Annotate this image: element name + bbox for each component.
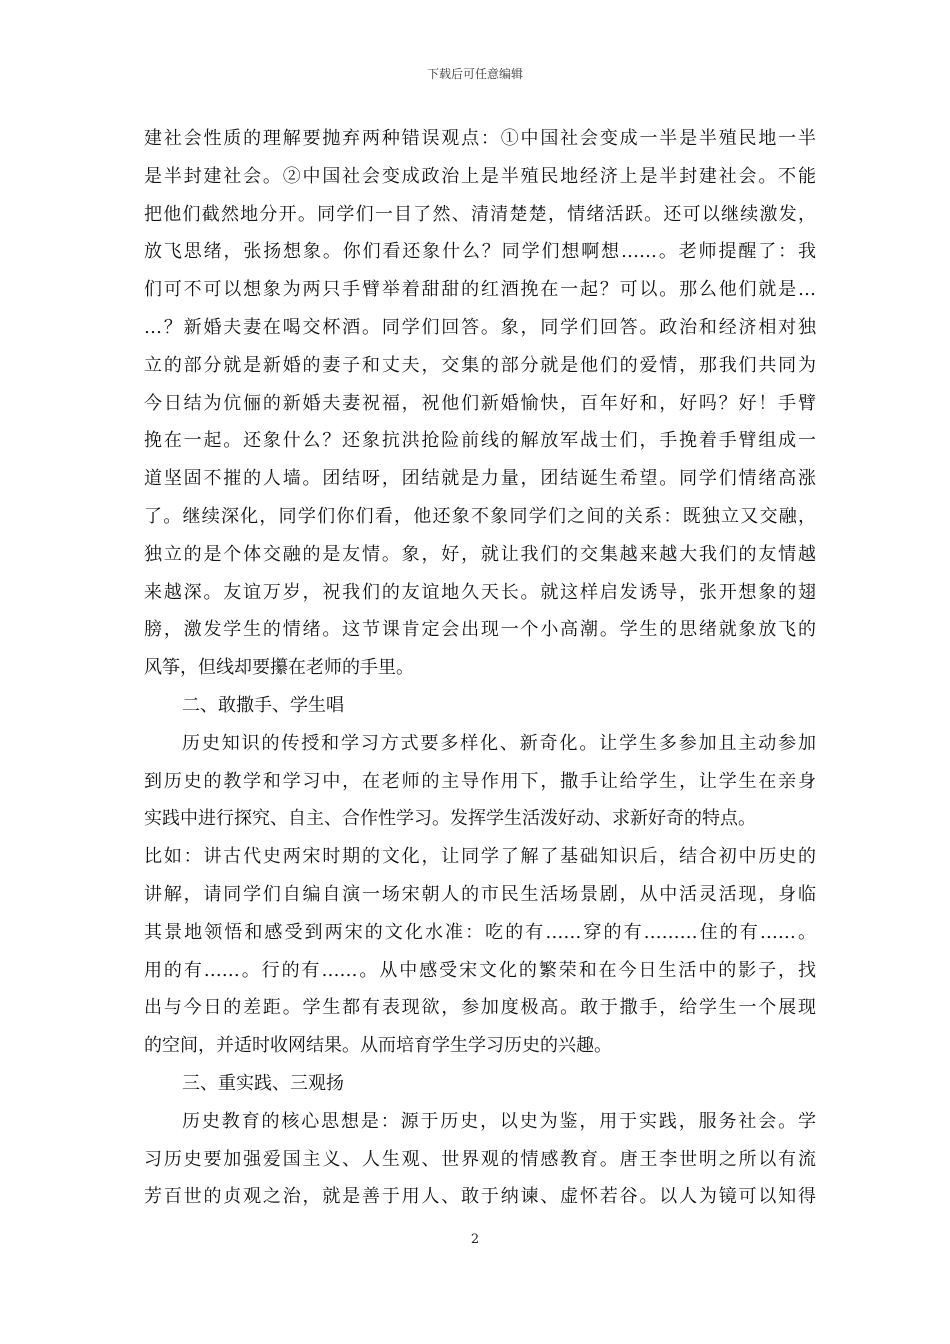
text-line: …？新婚夫妻在喝交杯酒。同学们回答。象，同学们回答。政治和经济相对独 [144,316,816,338]
text-line: 今日结为伉俪的新婚夫妻祝福，祝他们新婚愉快，百年好和，好吗？好！手臂 [144,392,816,414]
text-line: 习历史要加强爱国主义、人生观、世界观的情感教育。唐王李世明之所以有流 [144,1148,816,1170]
text-line: 来越深。友谊万岁，祝我们的友谊地久天长。就这样启发诱导，张开想象的翅 [144,581,816,603]
text-line: 二、敢撒手、学生唱 [182,694,344,716]
text-line: 历史教育的核心思想是：源于历史，以史为鉴，用于实践，服务社会。学 [182,1110,816,1132]
text-line: 到历史的教学和学习中，在老师的主导作用下，撒手让给学生，让学生在亲身 [144,770,816,792]
text-line: 了。继续深化，同学们你们看，他还象不象同学们之间的关系：既独立又交融， [144,505,816,527]
text-line: 们可不可以想象为两只手臂举着甜甜的红酒挽在一起？可以。那么他们就是… [144,279,816,301]
text-line: 是半封建社会。②中国社会变成政治上是半殖民地经济上是半封建社会。不能 [144,165,816,187]
text-line: 芳百世的贞观之治，就是善于用人、敢于纳谏、虚怀若谷。以人为镜可以知得 [144,1186,816,1208]
text-line: 放飞思绪，张扬想象。你们看还象什么？同学们想啊想……。老师提醒了：我 [144,241,816,263]
text-line: 实践中进行探究、自主、合作性学习。发挥学生活泼好动、求新好奇的特点。 [144,808,756,830]
text-line: 历史知识的传授和学习方式要多样化、新奇化。让学生多参加且主动参加 [182,732,816,754]
text-line: 讲解，请同学们自编自演一场宋朝人的市民生活场景剧，从中活灵活现，身临 [144,883,816,905]
text-line: 其景地领悟和感受到两宋的文化水准：吃的有……穿的有………住的有……。 [144,921,816,943]
text-line: 建社会性质的理解要抛弃两种错误观点：①中国社会变成一半是半殖民地一半 [144,128,816,149]
page-header: 下载后可任意编辑 [426,67,523,81]
page-number: 2 [470,1232,480,1247]
text-line: 道坚固不摧的人墙。团结呀，团结就是力量，团结诞生希望。同学们情绪高涨 [144,468,816,490]
text-line: 独立的是个体交融的是友情。象，好，就让我们的交集越来越大我们的友情越 [144,543,816,565]
text-line: 挽在一起。还象什么？还象抗洪抢险前线的解放军战士们，手挽着手臂组成一 [144,430,816,452]
body-text [144,120,816,1216]
text-line: 风筝，但线却要攥在老师的手里。 [144,657,414,679]
text-line: 三、重实践、三观扬 [182,1072,344,1094]
text-line: 立的部分就是新婚的妻子和丈夫，交集的部分就是他们的爱情，那我们共同为 [144,354,816,376]
text-line: 比如：讲古代史两宋时期的文化，让同学了解了基础知识后，结合初中历史的 [144,846,816,868]
text-line: 的空间，并适时收网结果。从而培育学生学习历史的兴趣。 [144,1035,612,1057]
text-line: 出与今日的差距。学生都有表现欲，参加度极高。敢于撒手，给学生一个展现 [144,997,816,1019]
text-line: 膀，激发学生的情绪。这节课肯定会出现一个小高潮。学生的思绪就象放飞的 [144,619,816,641]
text-line: 把他们截然地分开。同学们一目了然、清清楚楚，情绪活跃。还可以继续激发， [144,203,816,225]
text-line: 用的有……。行的有……。从中感受宋文化的繁荣和在今日生活中的影子，找 [144,959,816,981]
